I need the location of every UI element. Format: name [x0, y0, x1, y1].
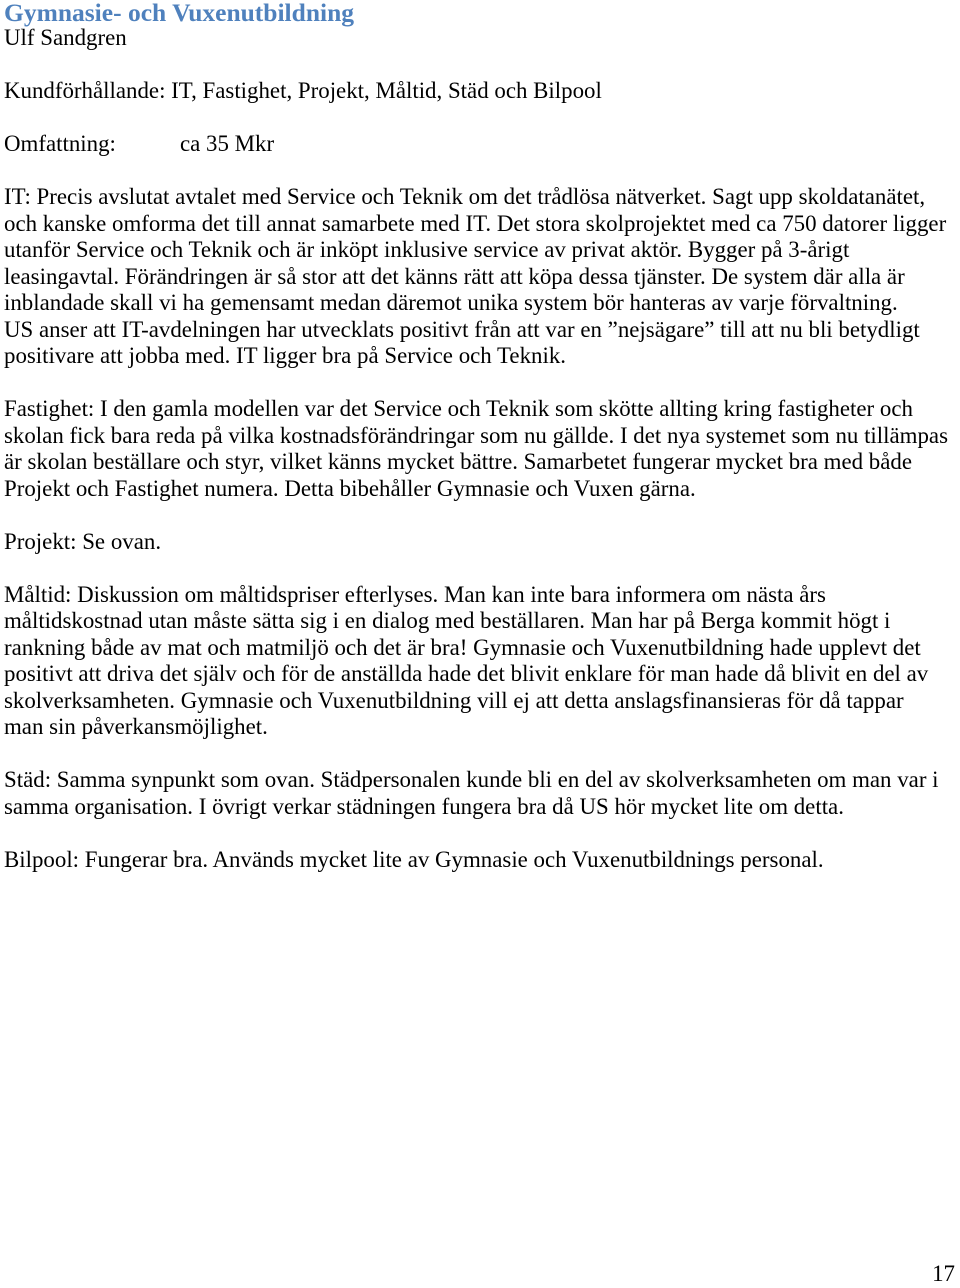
customer-relations-line: Kundförhållande: IT, Fastighet, Projekt, Måltid, Städ och Bilpool [4, 78, 602, 103]
text-line: Fastighet: I den gamla modellen var det Service och Teknik som skötte allting kring fastigheter och [4, 396, 913, 421]
text-line: Städ: Samma synpunkt som ovan. Städpersonalen kunde bli en del av skolverksamheten om man var i [4, 767, 939, 792]
text-line: Projekt: Se ovan. [4, 528, 162, 554]
customer-relations-block [4, 78, 958, 105]
text-line: US anser att IT-avdelningen har utvecklats positivt från att var en ”nejsägare” till att nu bli betydligt [4, 316, 920, 342]
paragraph-stad [4, 767, 958, 820]
text-line: skolan fick bara reda på vilka kostnadsförändringar som nu gällde. I det nya systemet som nu tillämpas [4, 422, 948, 448]
text-line: samma organisation. I övrigt verkar städningen fungera bra då US hör mycket lite om detta. [4, 793, 844, 819]
text-line: utanför Service och Teknik och är inköpt inklusive service av privat aktör. Bygger på 3-årigt [4, 237, 850, 262]
text-line: Projekt och Fastighet numera. Detta bibehåller Gymnasie och Vuxen gärna. [4, 475, 696, 501]
page-number: 17 [932, 1261, 955, 1286]
paragraph-bilpool [4, 847, 958, 874]
document-page [4, 0, 958, 1283]
scope-block [4, 131, 958, 158]
author-name: Ulf Sandgren [4, 25, 127, 50]
text-line: skolverksamheten. Gymnasie och Vuxenutbildning vill ej att detta anslagsfinansieras för då tappar [4, 687, 904, 713]
text-line: måltidskostnad utan måste sätta sig i en dialog med beställaren. Man har på Berga kommit högt i [4, 608, 891, 633]
text-line: IT: Precis avslutat avtalet med Service och Teknik om det trådlösa nätverket. Sagt upp skoldatanätet, [4, 184, 926, 209]
text-line: Måltid: Diskussion om måltidspriser efterlyses. Man kan inte bara informera om nästa års [4, 581, 826, 607]
text-line: rankning både av mat och matmiljö och det är bra! Gymnasie och Vuxenutbildning hade upplevt det [4, 634, 921, 660]
paragraph-projekt [4, 529, 958, 556]
scope-label: Omfattning: [4, 131, 116, 156]
text-line: positivare att jobba med. IT ligger bra på Service och Teknik. [4, 343, 567, 368]
text-line: Bilpool: Fungerar bra. Används mycket lite av Gymnasie och Vuxenutbildnings personal. [4, 846, 824, 872]
paragraph-it [4, 184, 958, 370]
text-line: och kanske omforma det till annat samarbete med IT. Det stora skolprojektet med ca 750 datorer ligger [4, 210, 947, 236]
text-line: är skolan beställare och styr, vilket känns mycket bättre. Samarbetet fungerar mycket bra med både [4, 449, 913, 474]
text-line: leasingavtal. Förändringen är så stor att det känns rätt att köpa dessa tjänster. De system där alla är [4, 263, 905, 289]
author-block [4, 25, 958, 52]
text-line: positivt att driva det själv och för de anställda hade det blivit enklare för man hade då blivit en del av [4, 661, 929, 686]
scope-value: ca 35 Mkr [180, 131, 275, 156]
paragraph-maltid [4, 582, 958, 741]
document-title: Gymnasie- och Vuxenutbildning [4, 0, 355, 27]
text-line: man sin påverkansmöjlighet. [4, 714, 268, 739]
text-line: inblandade skall vi ha gemensamt medan däremot unika system bör hanteras av varje förvaltning. [4, 290, 898, 315]
paragraph-fastighet [4, 396, 958, 502]
scope-line [4, 131, 958, 158]
